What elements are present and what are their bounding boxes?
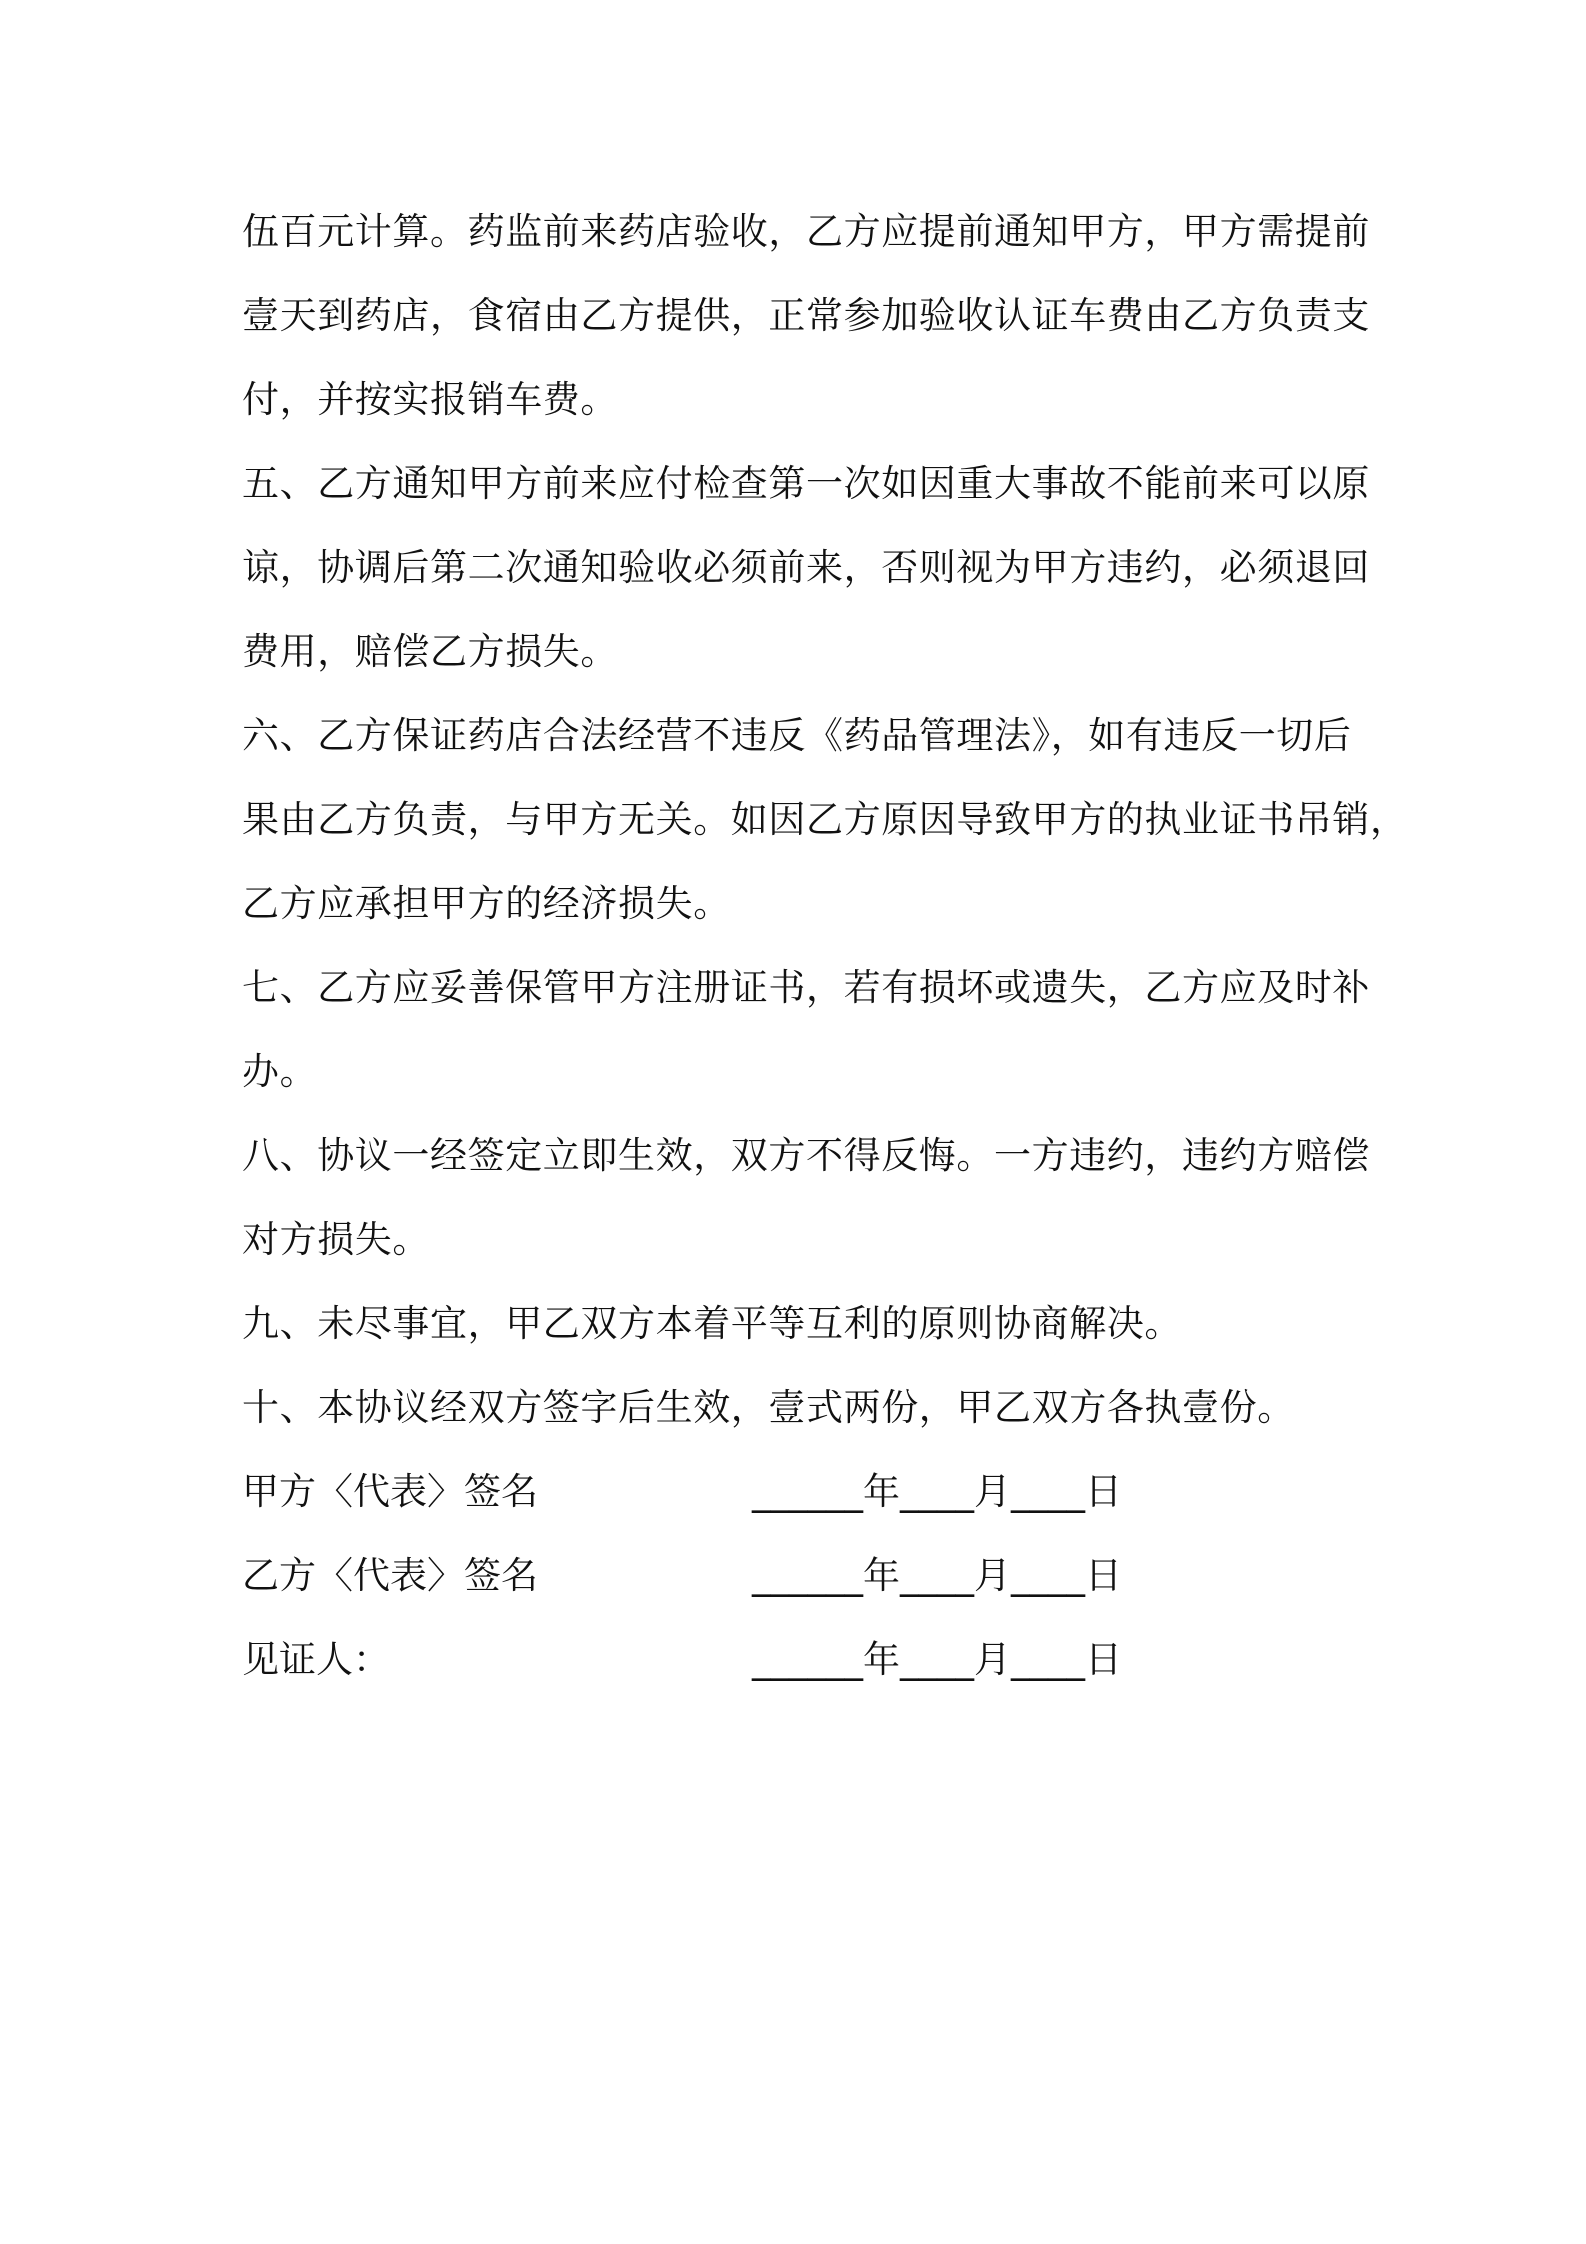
text-line: 付，并按实报销车费。 xyxy=(242,378,618,421)
clause-6-line: 六、乙方保证药店合法经营不违反《药品管理法》，如有违反一切后 xyxy=(242,714,1352,757)
signature-date: ______年____月____日 xyxy=(752,1638,1122,1681)
signature-label: 甲方〈代表〉签名 xyxy=(242,1470,538,1513)
clause-5-line: 五、乙方通知甲方前来应付检查第一次如因重大事故不能前来可以原 xyxy=(242,462,1370,505)
signature-row-party-a xyxy=(242,1450,1358,1534)
text-line: 费用，赔偿乙方损失。 xyxy=(242,630,618,673)
signature-label: 乙方〈代表〉签名 xyxy=(242,1554,538,1597)
signature-date: ______年____月____日 xyxy=(752,1554,1122,1597)
document-body xyxy=(242,190,1408,1702)
text-line: 谅，协调后第二次通知验收必须前来，否则视为甲方违约，必须退回 xyxy=(242,546,1370,589)
signature-date: ______年____月____日 xyxy=(752,1470,1122,1513)
signature-label: 见证人： xyxy=(242,1638,390,1681)
clause-8-line: 八、协议一经签定立即生效，双方不得反悔。一方违约，违约方赔偿 xyxy=(242,1134,1370,1177)
text-line: 乙方应承担甲方的经济损失。 xyxy=(242,882,731,925)
clause-10-line: 十、本协议经双方签字后生效，壹式两份，甲乙双方各执壹份。 xyxy=(242,1386,1295,1429)
text-line: 壹天到药店，食宿由乙方提供，正常参加验收认证车费由乙方负责支 xyxy=(242,294,1370,337)
text-line: 果由乙方负责，与甲方无关。如因乙方原因导致甲方的执业证书吊销， xyxy=(242,798,1408,841)
signature-row-witness xyxy=(242,1618,1358,1702)
clause-9-line: 九、未尽事宜，甲乙双方本着平等互利的原则协商解决。 xyxy=(242,1302,1182,1345)
text-line: 对方损失。 xyxy=(242,1218,430,1261)
text-line: 伍百元计算。药监前来药店验收，乙方应提前通知甲方，甲方需提前 xyxy=(242,210,1370,253)
clause-7-line: 七、乙方应妥善保管甲方注册证书，若有损坏或遗失，乙方应及时补 xyxy=(242,966,1370,1009)
text-line: 办。 xyxy=(242,1050,318,1093)
signature-row-party-b xyxy=(242,1534,1358,1618)
